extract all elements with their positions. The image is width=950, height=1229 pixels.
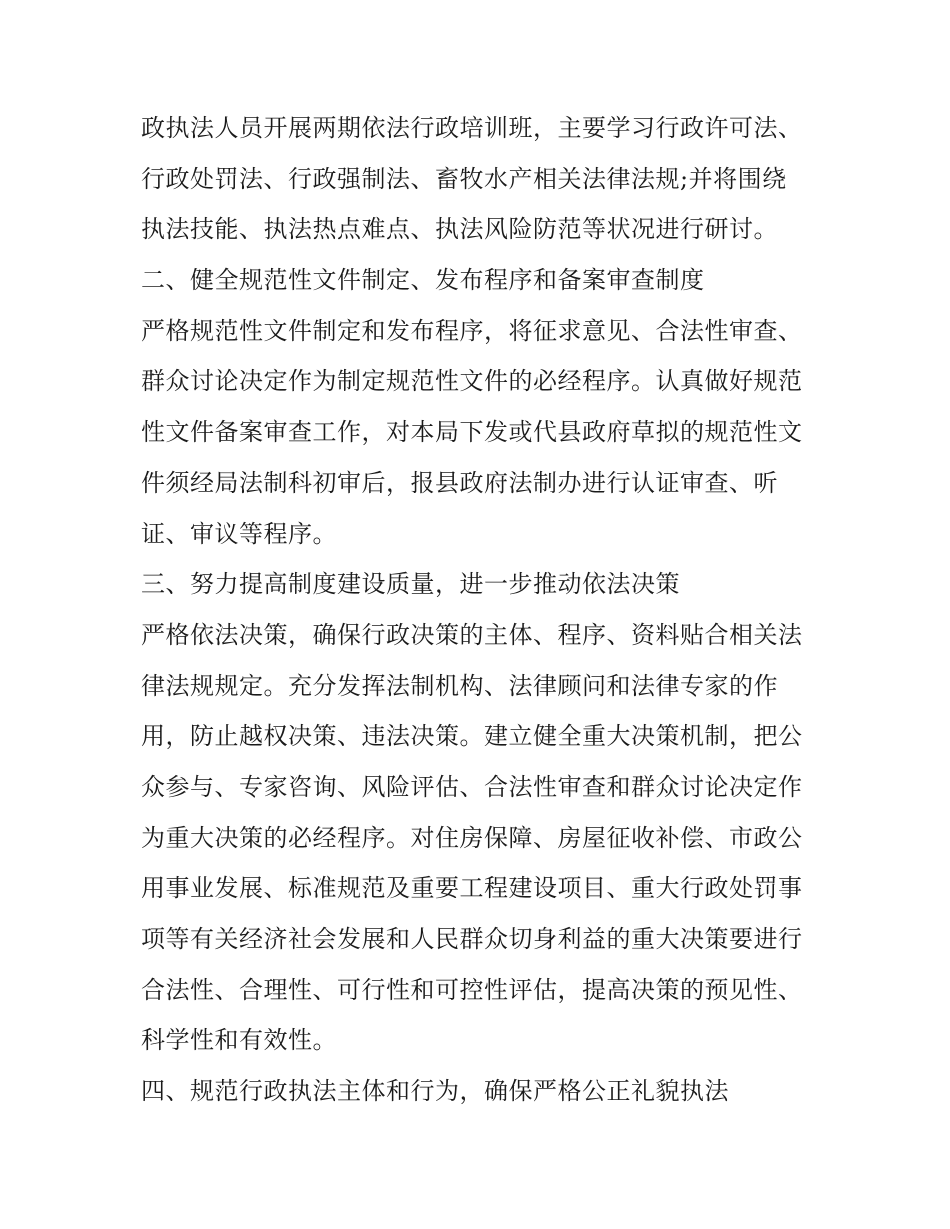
section-heading: 四、规范行政执法主体和行为，确保严格公正礼貌执法 <box>141 1077 729 1106</box>
section-heading: 二、健全规范性文件制定、发布程序和备案审查制度 <box>141 266 705 295</box>
paragraph-line: 项等有关经济社会发展和人民群众切身利益的重大决策要进行 <box>141 925 803 953</box>
paragraph-line: 科学性和有效性。 <box>141 1026 337 1055</box>
section-heading: 三、努力提高制度建设质量，进一步推动依法决策 <box>141 570 680 599</box>
paragraph-line: 行政处罚法、行政强制法、畜牧水产相关法律法规;并将围绕 <box>141 164 787 193</box>
paragraph-line: 众参与、专家咨询、风险评估、合法性审查和群众讨论决定作 <box>141 772 803 801</box>
paragraph-line: 证、审议等程序。 <box>141 519 337 548</box>
body-text <box>141 103 821 1117</box>
paragraph-line: 政执法人员开展两期依法行政培训班，主要学习行政许可法、 <box>141 114 803 142</box>
paragraph-line: 件须经局法制科初审后，报县政府法制办进行认证审查、听 <box>141 468 778 497</box>
paragraph-line: 用事业发展、标准规范及重要工程建设项目、重大行政处罚事 <box>141 874 803 903</box>
paragraph-line: 严格规范性文件制定和发布程序，将征求意见、合法性审查、 <box>141 316 803 345</box>
paragraph-line: 律法规规定。充分发挥法制机构、法律顾问和法律专家的作 <box>141 671 778 700</box>
paragraph-line: 严格依法决策，确保行政决策的主体、程序、资料贴合相关法 <box>141 620 803 649</box>
paragraph-line: 为重大决策的必经程序。对住房保障、房屋征收补偿、市政公 <box>141 823 803 852</box>
paragraph-line: 群众讨论决定作为制定规范性文件的必经程序。认真做好规范 <box>141 367 803 396</box>
paragraph-line: 性文件备案审查工作，对本局下发或代县政府草拟的规范性文 <box>141 418 803 447</box>
paragraph-line: 执法技能、执法热点难点、执法风险防范等状况进行研讨。 <box>141 215 778 244</box>
paragraph-line: 用，防止越权决策、违法决策。建立健全重大决策机制，把公 <box>141 722 803 751</box>
paragraph-line: 合法性、合理性、可行性和可控性评估，提高决策的预见性、 <box>141 975 803 1004</box>
